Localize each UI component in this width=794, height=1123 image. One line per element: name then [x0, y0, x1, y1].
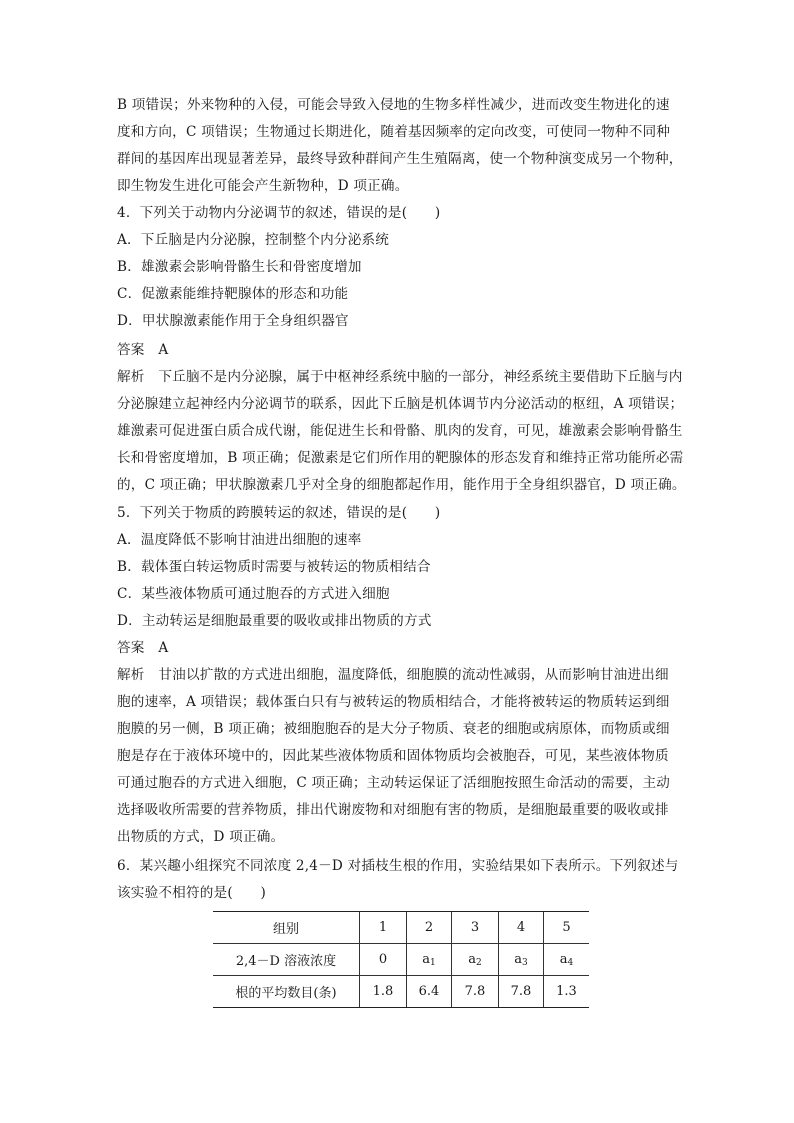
question-5-option-d: D．主动转运是细胞最重要的吸收或排出物质的方式	[117, 613, 432, 629]
table-cell: 4	[499, 912, 544, 944]
question-4-option-d: D．甲状腺激素能作用于全身组织器官	[117, 313, 349, 329]
question-5-option-c: C．某些液体物质可通过胞吞的方式进入细胞	[117, 586, 390, 602]
question-5-analysis-line: 胞的速率，A 项错误；载体蛋白只有与被转运的物质相结合，才能将被转运的物质转运到细	[117, 694, 670, 710]
table-cell: 2	[407, 912, 452, 944]
question-5-analysis-line: 胞膜的另一侧，B 项正确；被细胞胞吞的是大分子物质、衰老的细胞或病原体，而物质或细	[117, 721, 670, 737]
answer-text-line: 即生物发生进化可能会产生新物种，D 项正确。	[117, 178, 409, 194]
question-5-analysis-line: 胞是存在于液体环境中的，因此某些液体物质和固体物质均会被胞吞，可见，某些液体物质	[117, 748, 669, 764]
table-cell: $a_4$	[544, 944, 590, 976]
table-cell: 7.8	[452, 976, 499, 1008]
results-table	[213, 911, 589, 1008]
question-4-stem: 4．下列关于动物内分泌调节的叙述，错误的是( )	[117, 205, 441, 221]
question-4-analysis-line: 长和骨密度增加，B 项正确；促激素是它们所作用的靶腺体的形态发育和维持正常功能所必需	[117, 450, 684, 466]
table-cell: 根的平均数目(条)	[213, 976, 360, 1008]
table-cell: 2,4－D 溶液浓度	[213, 944, 360, 976]
question-5-stem: 5．下列关于物质的跨膜转运的叙述，错误的是( )	[117, 505, 441, 521]
question-4-analysis-line: 解析 下丘脑不是内分泌腺，属于中枢神经系统中脑的一部分，神经系统主要借助下丘脑与内	[117, 369, 683, 385]
question-5-analysis-line: 解析 甘油以扩散的方式进出细胞，温度降低，细胞膜的流动性减弱，从而影响甘油进出细	[117, 667, 669, 683]
table-cell: 3	[452, 912, 499, 944]
table-cell: $a_2$	[452, 944, 499, 976]
question-6-stem: 6．某兴趣小组探究不同浓度 2,4－D 对插枝生根的作用，实验结果如下表所示。下列叙述与	[117, 858, 679, 874]
table-cell: $a_1$	[407, 944, 452, 976]
question-4-option-a: A．下丘脑是内分泌腺，控制整个内分泌系统	[117, 232, 390, 248]
question-4-analysis-line: 的，C 项正确；甲状腺激素几乎对全身的细胞都起作用，能作用于全身组织器官，D 项正确。	[117, 477, 686, 493]
answer-text-line: B 项错误；外来物种的入侵，可能会导致入侵地的生物多样性减少，进而改变生物进化的速	[117, 97, 670, 113]
answer-text-line: 度和方向，C 项错误；生物通过长期进化，随着基因频率的定向改变，可使同一物种不同种	[117, 124, 671, 140]
table-row	[213, 944, 589, 976]
table-cell: 1	[360, 912, 407, 944]
table-cell: 7.8	[499, 976, 544, 1008]
question-5-analysis-line: 选择吸收所需要的营养物质，排出代谢废物和对细胞有害的物质，是细胞最重要的吸收或排	[117, 802, 669, 818]
question-6-stem: 该实验不相符的是( )	[117, 885, 266, 901]
question-4-analysis-line: 雄激素可促进蛋白质合成代谢，能促进生长和骨骼、肌肉的发育，可见，雄激素会影响骨骼生	[117, 423, 683, 439]
question-4-analysis-line: 分泌腺建立起神经内分泌调节的联系，因此下丘脑是机体调节内分泌活动的枢纽，A 项错误；	[117, 396, 684, 412]
answer-text-line: 群间的基因库出现显著差异，最终导致种群间产生生殖隔离，使一个物种演变成另一个物种，	[117, 151, 683, 167]
table-row	[213, 976, 589, 1008]
table-header-row	[213, 912, 589, 944]
question-5-option-b: B．载体蛋白转运物质时需要与被转运的物质相结合	[117, 559, 431, 575]
question-4-option-b: B．雄激素会影响骨骼生长和骨密度增加	[117, 259, 362, 275]
table-cell: 1.3	[544, 976, 590, 1008]
table-cell: 6.4	[407, 976, 452, 1008]
question-5-analysis-line: 可通过胞吞的方式进入细胞，C 项正确；主动转运保证了活细胞按照生命活动的需要，主动	[117, 775, 671, 791]
table-cell: 1.8	[360, 976, 407, 1008]
question-5-answer: 答案 A	[117, 640, 169, 656]
table-cell: $a_3$	[499, 944, 544, 976]
table-cell: 组别	[213, 912, 360, 944]
question-4-option-c: C．促激素能维持靶腺体的形态和功能	[117, 286, 349, 302]
question-4-answer: 答案 A	[117, 342, 169, 358]
table-cell: 5	[544, 912, 590, 944]
table-cell: 0	[360, 944, 407, 976]
question-5-option-a: A．温度降低不影响甘油进出细胞的速率	[117, 532, 362, 548]
question-5-analysis-line: 出物质的方式，D 项正确。	[117, 829, 285, 845]
